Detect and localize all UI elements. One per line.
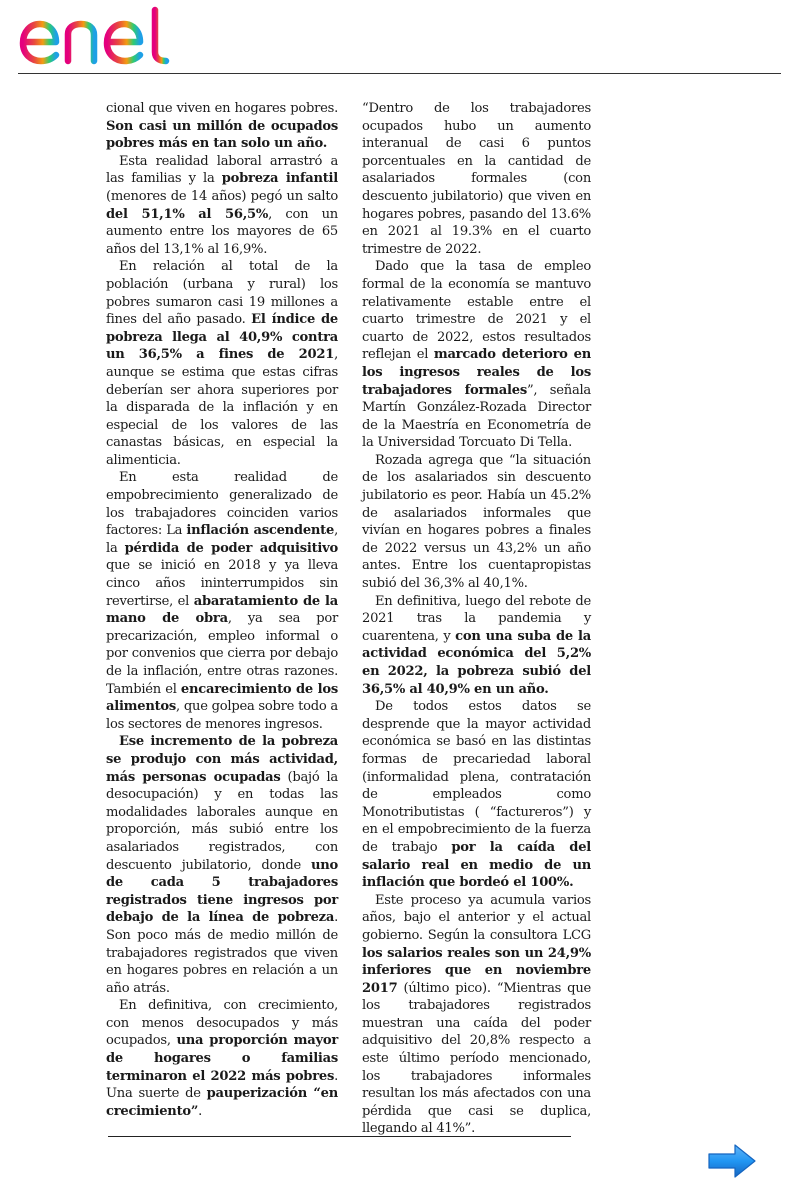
text: , aunque se estima que estas cifras deberían ser ahora superiores por la disparada de la inflación y en especial de los valores de las canastas básicas, en especial la alimenticia.	[106, 347, 338, 468]
text: , que golpea sobre todo a los sectores de menores ingresos.	[106, 699, 338, 732]
bold-text: abaratamiento de la mano de obra	[106, 593, 339, 627]
text: Esta realidad laboral arrastró a las familias y la	[106, 153, 338, 187]
enel-logo	[14, 4, 194, 68]
article-paragraph	[106, 153, 338, 259]
text: , ya sea por precarización, empleo informal o por convenios que cierra por debajo de la inflación, entre otras razones. También el	[106, 611, 339, 697]
text: Este proceso ya acumula varios años, bajo el anterior y el actual gobierno. Según la consultora LCG	[362, 892, 591, 943]
bold-text: los salarios reales son un 24,9% inferiores que en noviembre 2017	[362, 945, 591, 996]
article-column-right	[362, 100, 591, 1138]
text: (bajó la desocupación) y en todas las modalidades laborales aunque en proporción, más subió entre los asalariados registrados, con descuento jubilatorio, donde	[106, 769, 338, 873]
article-paragraph	[106, 469, 338, 733]
text: . Una suerte de	[106, 1068, 338, 1102]
article-paragraph	[362, 593, 591, 699]
text: , la	[106, 523, 338, 556]
bold-text: Son casi un millón de ocupados pobres más en tan solo un año.	[106, 118, 338, 152]
article-paragraph	[362, 258, 591, 452]
article-paragraph	[362, 698, 591, 892]
article-paragraph	[362, 892, 591, 1138]
text: (último pico). “Mientras que los trabajadores registrados muestran una caída del poder adquisitivo del 20,8% respecto a este último período mencionado, los trabajadores informales resultan los más afectados con una pérdida que casi se duplica, llegando al 41%”.	[362, 980, 591, 1137]
bold-text: El índice de pobreza llega al 40,9% contra un 36,5% a fines de 2021	[106, 312, 338, 363]
bold-text: pauperización “en crecimiento”	[106, 1086, 339, 1119]
bold-text: del 51,1% al 56,5%	[106, 206, 269, 222]
article-paragraph	[362, 452, 591, 593]
text: . Son poco más de medio millón de trabajadores registrados que viven en hogares pobres en relación a un año atrás.	[106, 910, 338, 996]
text: que se inició en 2018 y ya lleva cinco años ininterrumpidos sin revertirse, el	[106, 558, 338, 609]
bold-text: Ese incremento de la pobreza se produjo con más actividad, más personas ocupadas	[106, 734, 338, 785]
next-page-button[interactable]	[707, 1142, 757, 1180]
bold-text: pérdida de poder adquisitivo	[124, 540, 338, 556]
text: De todos estos datos se desprende que la mayor actividad económica se basó en las distintas formas de precariedad laboral (informalidad plena, contratación de empleados como Monotributistas ( “factureros”) y en el empobrecimiento de la fuerza de trabajo	[362, 699, 591, 855]
text: Rozada agrega que “la situación de los asalariados sin descuento jubilatorio es peor. Había un 45.2% de asalariados informales que vivían en hogares pobres a finales de 2022 versus un 43,2% un año antes. Entre los cuentapropistas subió del 36,3% al 40,1%.	[362, 452, 591, 592]
article-column-left	[106, 100, 338, 1120]
article-paragraph	[106, 997, 338, 1120]
article-paragraph	[362, 100, 591, 258]
text: cional que viven en hogares pobres.	[106, 101, 338, 116]
bold-text: inflación ascendente	[186, 523, 335, 539]
text: En esta realidad de empobrecimiento generalizado de los trabajadores coinciden varios factores: La	[106, 470, 338, 539]
text: .	[198, 1103, 203, 1119]
enel-logo-wordmark	[14, 4, 194, 68]
text: “Dentro de los trabajadores ocupados hubo un aumento interanual de casi 6 puntos porcentuales en la cantidad de asalariados formales (con descuento jubilatorio) que viven en hogares pobres, pasando del 13.6% en 2021 al 19.3% en el cuarto trimestre de 2022.	[362, 101, 591, 257]
bold-text: pobreza infantil	[221, 171, 338, 187]
text: En relación al total de la población (urbana y rural) los pobres sumaron casi 19 millones a fines del año pasado.	[106, 259, 338, 328]
bold-text: con una suba de la actividad económica del 5,2% en 2022, la pobreza subió del 36,5% al 40,9% en un año.	[362, 628, 591, 697]
text: (menores de 14 años) pegó un salto	[106, 188, 338, 204]
text: ”, señala Martín González-Rozada Director de la Maestría en Econometría de la Universidad Torcuato Di Tella.	[362, 382, 591, 451]
article-paragraph	[106, 100, 338, 153]
footer-divider	[108, 1136, 571, 1137]
text: Dado que la tasa de empleo formal de la economía se mantuvo relativamente estable entre el cuarto trimestre de 2021 y el cuarto de 2022, estos resultados reflejan el	[362, 259, 591, 363]
arrow-right-icon	[707, 1142, 757, 1180]
text: En definitiva, con crecimiento, con menos desocupados y más ocupados,	[106, 998, 338, 1049]
text: En definitiva, luego del rebote de 2021 tras la pandemia y cuarentena, y	[362, 593, 591, 644]
bold-text: marcado deterioro en los ingresos reales de los trabajadores formales	[362, 347, 591, 398]
article-paragraph	[106, 258, 338, 469]
bold-text: encarecimiento de los alimentos	[106, 681, 338, 715]
bold-text: una proporción mayor de hogares o familias terminaron el 2022 más pobres	[106, 1033, 338, 1084]
article-paragraph	[106, 733, 338, 997]
bold-text: por la caída del salario real en medio de un inflación que bordeó el 100%.	[362, 839, 592, 891]
bold-text: uno de cada 5 trabajadores registrados tiene ingresos por debajo de la línea de pobreza	[106, 857, 338, 926]
text: , con un aumento entre los mayores de 65 años del 13,1% al 16,9%.	[106, 206, 338, 257]
header-divider	[18, 73, 781, 74]
